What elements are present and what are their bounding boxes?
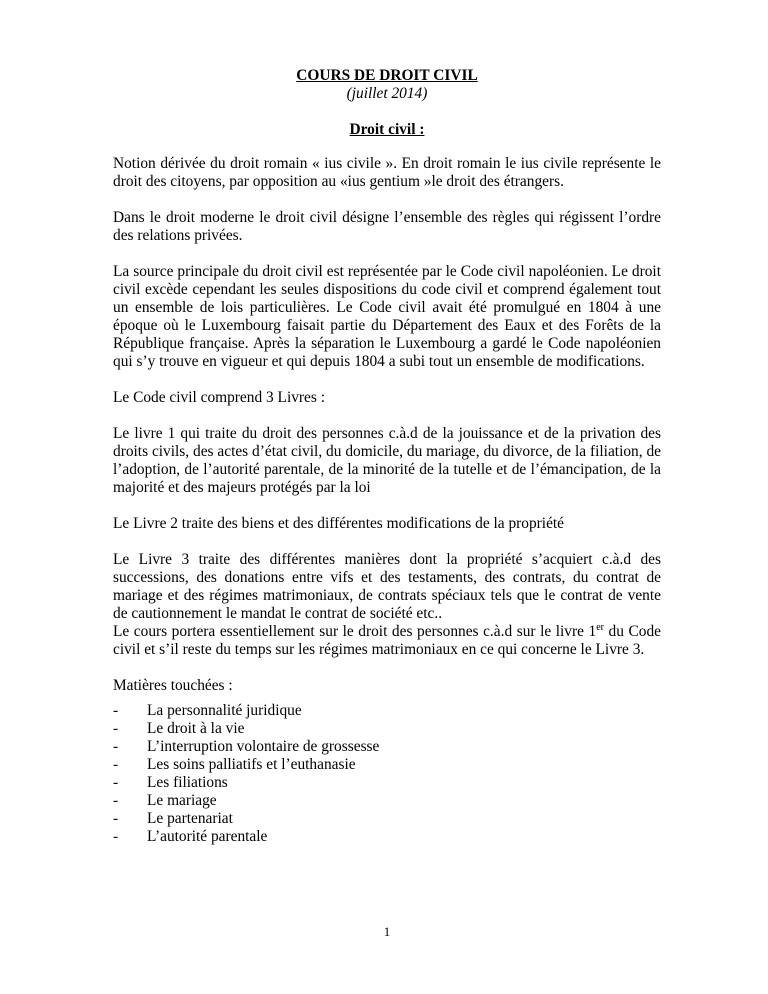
- list-item-text: Les filiations: [147, 774, 228, 791]
- list-item: [113, 702, 661, 720]
- list-intro: Matières touchées :: [113, 677, 233, 694]
- list-dash: -: [113, 792, 119, 809]
- list-item: [113, 828, 661, 846]
- list-dash: -: [113, 702, 119, 719]
- document-subtitle: (juillet 2014): [346, 85, 428, 102]
- list-item-text: Le partenariat: [147, 810, 233, 827]
- list-dash: -: [113, 774, 119, 791]
- paragraph-droit-moderne: Dans le droit moderne le droit civil désigne l’ensemble des règles qui régissent l’ordre des relations privées.: [113, 209, 661, 244]
- paragraph-cours: [113, 623, 661, 659]
- list-dash: -: [113, 720, 119, 737]
- list-item: [113, 720, 661, 738]
- paragraph-trois-livres: Le Code civil comprend 3 Livres :: [113, 389, 325, 406]
- list-item: [113, 792, 661, 810]
- list-item: [113, 810, 661, 828]
- list-dash: -: [113, 810, 119, 827]
- list-item: [113, 738, 661, 756]
- paragraph-source-principale: La source principale du droit civil est représentée par le Code civil napoléonien. Le droit civil excède cependant les seules dispositions du code civil et comprend également tout un ensemble de lois particulières. Le Code civil avait été promulgué en 1804 à une époque où le Luxembourg faisait partie du Département des Eaux et des Forêts de la République française. Après la séparation le Luxembourg a gardé le Code napoléonien qui s’y trouve en vigueur et qui depuis 1804 a subi tout un ensemble de modifications.: [113, 263, 661, 370]
- paragraph-livre-3: Le Livre 3 traite des différentes manières dont la propriété s’acquiert c.à.d des successions, des donations entre vifs et des testaments, des contrats, du contrat de mariage et des régimes matrimoniaux, de contrats spéciaux tels que le contrat de vente de cautionnement le mandat le contrat de société etc..: [113, 551, 661, 622]
- list-item: [113, 774, 661, 792]
- list-item-text: L’interruption volontaire de grossesse: [147, 738, 380, 755]
- list-item-text: Le mariage: [147, 792, 217, 809]
- superscript-er: er: [596, 622, 604, 633]
- paragraph-livre-2: Le Livre 2 traite des biens et des différentes modifications de la propriété: [113, 515, 565, 532]
- section-heading: Droit civil :: [349, 121, 425, 138]
- subjects-list: [113, 702, 661, 846]
- list-dash: -: [113, 756, 119, 773]
- cours-text-before: Le cours portera essentiellement sur le droit des personnes c.à.d sur le livre 1: [113, 623, 597, 640]
- list-item-text: Les soins palliatifs et l’euthanasie: [147, 756, 356, 773]
- paragraph-ius-civile: Notion dérivée du droit romain « ius civile ». En droit romain le ius civile représente le droit des citoyens, par opposition au «ius gentium »le droit des étrangers.: [113, 155, 661, 190]
- list-dash: -: [113, 738, 119, 755]
- list-item-text: L’autorité parentale: [147, 828, 268, 845]
- list-item-text: Le droit à la vie: [147, 720, 245, 737]
- document-title: COURS DE DROIT CIVIL: [296, 67, 478, 84]
- paragraph-livre-1: Le livre 1 qui traite du droit des personnes c.à.d de la jouissance et de la privation des droits civils, des actes d’état civil, du domicile, du mariage, du divorce, de la filiation, de l’adoption, de l’autorité parentale, de la minorité de la tutelle et de l’émancipation, de la majorité et des majeurs protégés par la loi: [113, 425, 661, 496]
- list-item-text: La personnalité juridique: [147, 702, 302, 719]
- cours-text-after: du Code civil et s’il reste du temps sur les régimes matrimoniaux en ce qui concerne le Livre 3.: [113, 623, 661, 658]
- page-number: 1: [383, 924, 391, 939]
- list-dash: -: [113, 828, 119, 845]
- list-item: [113, 756, 661, 774]
